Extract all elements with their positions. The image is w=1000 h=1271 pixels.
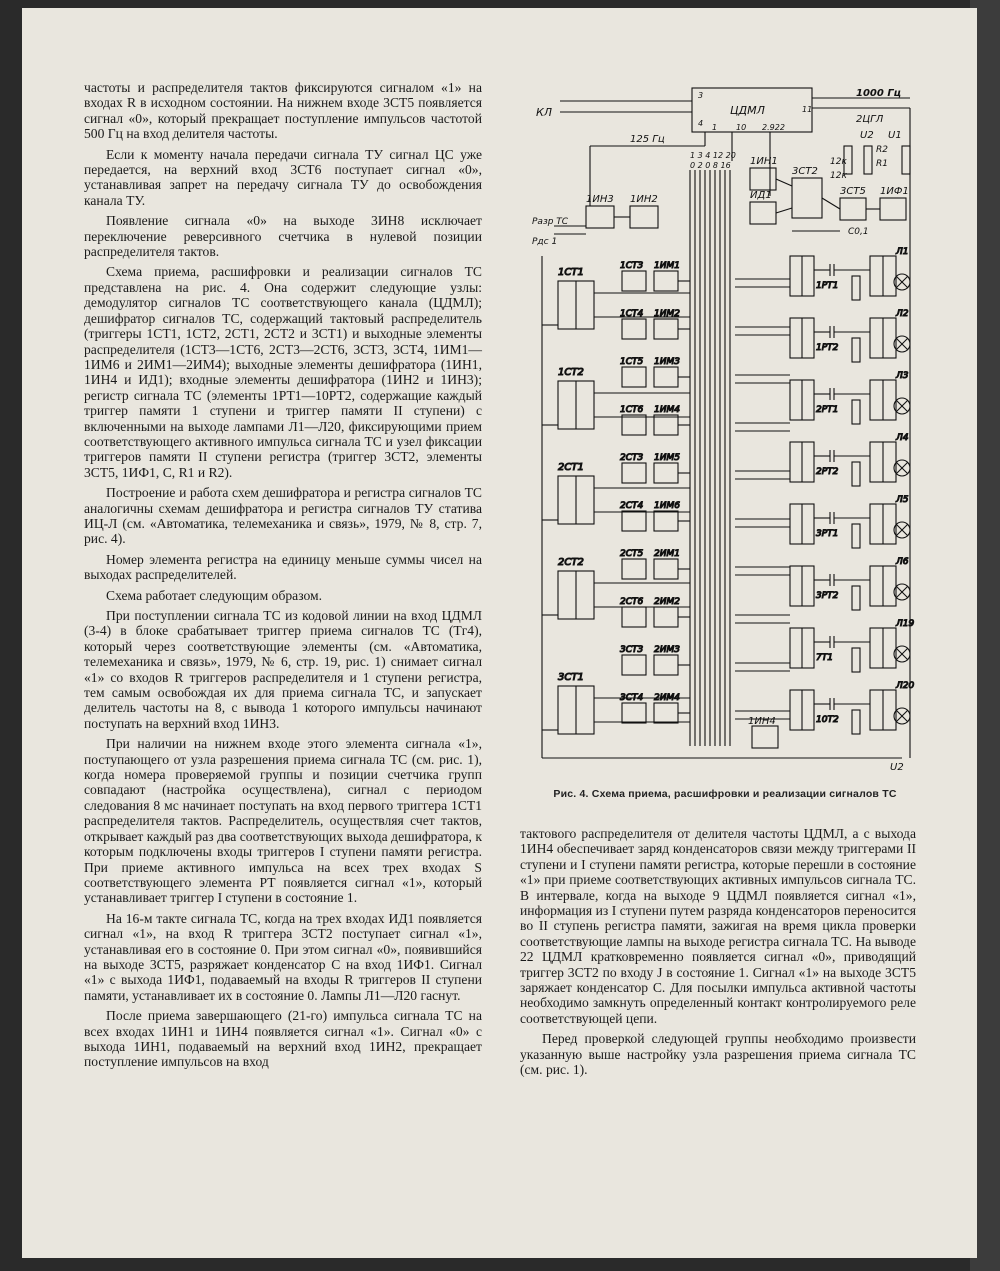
resistor (852, 586, 860, 610)
output-gate (622, 655, 646, 675)
output-gate-label: 1СТ5 (620, 357, 644, 367)
resistor (852, 276, 860, 300)
rds-label: Рдс 1 (532, 237, 558, 247)
u1-label: U1 (888, 130, 902, 141)
output-gate-label: 2ИМ1 (654, 549, 680, 559)
output-gate (654, 559, 678, 579)
output-gate (622, 703, 646, 723)
pin-11-label: 11 (802, 105, 813, 114)
register-label: 1РТ1 (816, 281, 839, 291)
register-label: 2РТ1 (816, 405, 839, 415)
razr-ts-label: Разр ТС (532, 217, 569, 227)
output-gate (654, 367, 678, 387)
circuit-diagram (530, 86, 918, 774)
lamp-label: Л5 (896, 495, 909, 505)
output-gate-label: 2СТ4 (620, 501, 644, 511)
output-gate-label: 2ИМ4 (654, 693, 680, 703)
output-gate-label: 1ИМ2 (654, 309, 680, 319)
output-gate (654, 319, 678, 339)
pin-4-label: 4 (698, 119, 704, 128)
output-gate-label: 2СТ6 (620, 597, 644, 607)
lamp-label: Л6 (896, 557, 909, 567)
pin-2922-label: 2.922 (762, 123, 785, 132)
output-gate (622, 463, 646, 483)
lamp-label: Л19 (896, 619, 915, 629)
output-gate (622, 415, 646, 435)
paragraph: На 16-м такте сигнала ТС, когда на трех входах ИД1 появляется сигнал «1», на вход R триггера 3СТ2 поступает сигнал «1», устанавливая его в состояние 0. При этом сигнал «0», появившийся на выходе 3СТ5, разряжает конденсатор С на вход 1ИФ1. Сигнал «1» с выхода 1ИФ1, подаваемый на входы R триггеров II ступени памяти, устанавливает их в состояние 0. Лампы Л1—Л20 гаснут. (84, 910, 482, 1003)
distributor-trigger-label: 2СТ2 (558, 557, 584, 568)
freq-1000-label: 1000 Гц (856, 88, 902, 99)
output-gate (622, 559, 646, 579)
output-gate (622, 271, 646, 291)
figure-caption: Рис. 4. Схема приема, расшифровки и реализации сигналов ТС (553, 788, 897, 800)
output-gate-label: 2СТ3 (620, 453, 644, 463)
lamp-label: Л1 (896, 247, 909, 257)
paragraph: Построение и работа схем дешифратора и регистра сигналов ТС аналогичны схемам дешифратора и регистра сигналов ТУ статива ИЦ-Л (см. «Автоматика, телемеханика и связь», 1979, № 8, стр. 7, рис. 4). (84, 485, 482, 547)
output-gate-label: 3СТ3 (620, 645, 644, 655)
kl-label: КЛ (536, 106, 553, 119)
paragraph: тактового распределителя от делителя частоты ЦДМЛ, а с выхода 1ИН4 обеспечивает заряд конденсаторов связи между триггерами II ступени и I ступени памяти регистра, которые перешли в состояние «1» при приеме соответствующих активных импульсов сигнала ТС. В интервале, когда на выходе 9 ЦДМЛ появляется сигнал «1», информация из I ступени путем разряда конденсаторов переносится во II ступень регистра памяти, зажигая на время цикла проверки соответствующие лампы на выходе регистра сигнала ТС. На выводе 22 ЦДМЛ кратковременно появляется сигнал «0», приводящий триггер 3СТ2 по входу J в состояние 1. Сигнал «1» на выходе 3СТ5 заряжает конденсатор С. Для посылки импульса активной частоты необходимо замкнуть определенный контакт контролируемого реле соответствующей цепи. (520, 826, 916, 1026)
register-label: 7Т1 (816, 653, 833, 663)
paragraph: Схема работает следующим образом. (106, 587, 323, 603)
output-gate (654, 655, 678, 675)
lamp-label: Л4 (896, 433, 909, 443)
resistor-12k-b-label: 12к (830, 171, 847, 181)
register-label: 3РТ1 (816, 529, 839, 539)
register-label: 1РТ2 (816, 343, 839, 353)
lamp-label: Л3 (896, 371, 909, 381)
output-gate (622, 367, 646, 387)
output-gate-label: 1СТ6 (620, 405, 644, 415)
register-label: 3РТ2 (816, 591, 839, 601)
schematic-svg (530, 86, 918, 774)
resistor (852, 524, 860, 548)
ih2-label: 1ИН2 (630, 194, 658, 205)
output-gate (654, 511, 678, 531)
distributor-trigger-label: 1СТ1 (558, 267, 584, 278)
bus-lines (690, 170, 730, 746)
pin-3-label: 3 (698, 91, 704, 100)
lamp-label: Л20 (896, 681, 915, 691)
output-gate (654, 415, 678, 435)
resistor (852, 648, 860, 672)
ih1-label: 1ИН1 (750, 156, 778, 167)
ih4-label: 1ИН4 (748, 716, 776, 727)
if1-label: 1ИФ1 (880, 186, 909, 197)
output-gate-label: 1ИМ5 (654, 453, 680, 463)
paragraph: Если к моменту начала передачи сигнала ТУ сигнал ЦС уже передается, на верхний вход 3СТ6 поступает сигнал «0», устанавливая запрет на передачу сигнала ТУ до освобождения канала ТУ. (84, 146, 482, 208)
id1-label: ИД1 (750, 190, 772, 201)
output-gate (654, 607, 678, 627)
distributor-trigger-label: 2СТ1 (558, 462, 584, 473)
output-gate-label: 1ИМ6 (654, 501, 680, 511)
paragraph: При поступлении сигнала ТС из кодовой линии на вход ЦДМЛ (3-4) в блоке срабатывает триггер приема сигналов ТС (Тг4), который через соответствующие элементы (см. «Автоматика, телемеханика и связь», 1979, № 6, стр. 19, рис. 1) снимает сигнал «1» со входов R триггеров распределителя и 1 ступени регистра, тем самым освобождая их для приема сигнала ТС, и запускает делитель частоты на 8, с вывода 1 которого импульсы начинают поступать на верхний вход 1ИН3. (84, 608, 482, 731)
output-gate-label: 1ИМ3 (654, 357, 680, 367)
st5-label: 3СТ5 (840, 186, 866, 197)
pin-1-label: 1 (712, 123, 718, 132)
cgl-label: 2ЦГЛ (856, 114, 884, 125)
paragraph: Появление сигнала «0» на выходе 3ИН8 исключает переключение реверсивного счетчика в нулевой позиции распределителя тактов. (84, 213, 482, 260)
bus-bottom-label: 0 2 0 8 16 (690, 161, 731, 170)
output-gate (622, 607, 646, 627)
r1-label: R1 (876, 159, 888, 169)
output-gate-label: 1ИМ4 (654, 405, 680, 415)
paragraph: Схема приема, расшифровки и реализации сигналов ТС представлена на рис. 4. Она содержит следующие узлы: демодулятор сигналов ТС соответствующего канала (ЦДМЛ); дешифратор сигналов ТС, содержащий тактовый распределитель (триггеры 1СТ1, 1СТ2, 2СТ1, 2СТ2 и 3СТ1) и выходные элементы распределителя (1СТ3—1СТ6, 2СТ3—2СТ6, 3СТ3, 3СТ4, 1ИМ1—1ИМ6 и 2ИМ1—2ИМ4); выходные элементы дешифратора (1ИН1, 1ИН4 и ИД1); входные элементы дешифратора (1ИН2 и 1ИН3); регистр сигнала ТС (элементы 1РТ1—10РТ2, содержащие каждый триггер памяти 1 ступени и триггер памяти II ступени) с включенными на выходе лампами Л1—Л20, фиксирующими прием соответствующего активного импульса сигнала ТС и узел фиксации триггеров памяти II ступени регистра (триггер 3СТ2, элементы 3СТ5, 1ИФ1, С, R1 и R2). (84, 264, 482, 480)
output-gate-label: 2ИМ2 (654, 597, 680, 607)
paragraph: Номер элемента регистра на единицу меньше суммы чисел на выходах распределителей. (84, 551, 482, 583)
paragraph: Перед проверкой следующей группы необходимо произвести указанную выше настройку узла разрешения приема сигнала ТС (см. рис. 1). (520, 1031, 916, 1078)
paragraph: частоты и распределителя тактов фиксируются сигналом «1» на входах R в исходном состоянии. На нижнем входе 3СТ5 появляется сигнал «0», который прекращает поступление импульсов частотой 500 Гц на вход делителя частоты. (84, 80, 482, 142)
resistor (852, 710, 860, 734)
paragraph: После приема завершающего (21-го) импульса сигнала ТС на всех входах 1ИН1 и 1ИН4 появляется сигнал «1». Сигнал «0» с выхода 1ИН1, подаваемый на верхний вход 1ИН2, прекращает поступление импульсов на вход (84, 1008, 482, 1070)
left-text-column (84, 80, 482, 1075)
r2-label: R2 (876, 145, 888, 155)
capacitor-label: С0,1 (848, 227, 869, 237)
resistor (852, 400, 860, 424)
output-gate (622, 319, 646, 339)
register-label: 10Т2 (816, 715, 839, 725)
output-gate-label: 1СТ4 (620, 309, 644, 319)
distributor-trigger-label: 3СТ1 (558, 672, 584, 683)
output-gate (654, 703, 678, 723)
st2-label: 3СТ2 (792, 166, 818, 177)
register-label: 2РТ2 (816, 467, 839, 477)
distributor-trigger-label: 1СТ2 (558, 367, 584, 378)
u2-bottom-label: U2 (890, 762, 904, 773)
output-gate (654, 463, 678, 483)
output-gate-label: 1СТ3 (620, 261, 644, 271)
pin-10-label: 10 (736, 123, 747, 132)
output-gate-label: 2ИМ3 (654, 645, 680, 655)
freq-125-label: 125 Гц (630, 134, 665, 145)
u2-top-label: U2 (860, 130, 874, 141)
cdml-label: ЦДМЛ (730, 104, 765, 117)
output-gate (654, 271, 678, 291)
right-text-column (520, 826, 916, 1083)
lamp-label: Л2 (896, 309, 909, 319)
resistor-12k-a-label: 12к (830, 157, 847, 167)
paragraph: При наличии на нижнем входе этого элемента сигнала «1», поступающего от узла разрешения приема сигнала ТС (см. рис. 1), когда номера проверяемой группы и позиции счетчика групп совпадают (настройка осуществлена), сигнал с периодом следования 8 мс начинает поступать на вход первого триггера 1СТ1 распределителя тактов. Распределитель, осуществляя счет тактов, открывает каждый раз два соответствующих выхода дешифратора, к которым подключены входы триггеров I ступени памяти регистра. При приеме активного импульса на всех трех входах S соответствующего элемента РТ появляется сигнал «1», который устанавливает триггер I ступени в состояние 1. (84, 736, 482, 906)
ih3-label: 1ИН3 (586, 194, 614, 205)
output-gate-label: 3СТ4 (620, 693, 644, 703)
resistor (852, 462, 860, 486)
output-gate-label: 2СТ5 (620, 549, 644, 559)
output-gate (622, 511, 646, 531)
output-gate-label: 1ИМ1 (654, 261, 680, 271)
journal-page (22, 8, 977, 1258)
bus-top-label: 1 3 4 12 20 (690, 151, 736, 160)
resistor (852, 338, 860, 362)
